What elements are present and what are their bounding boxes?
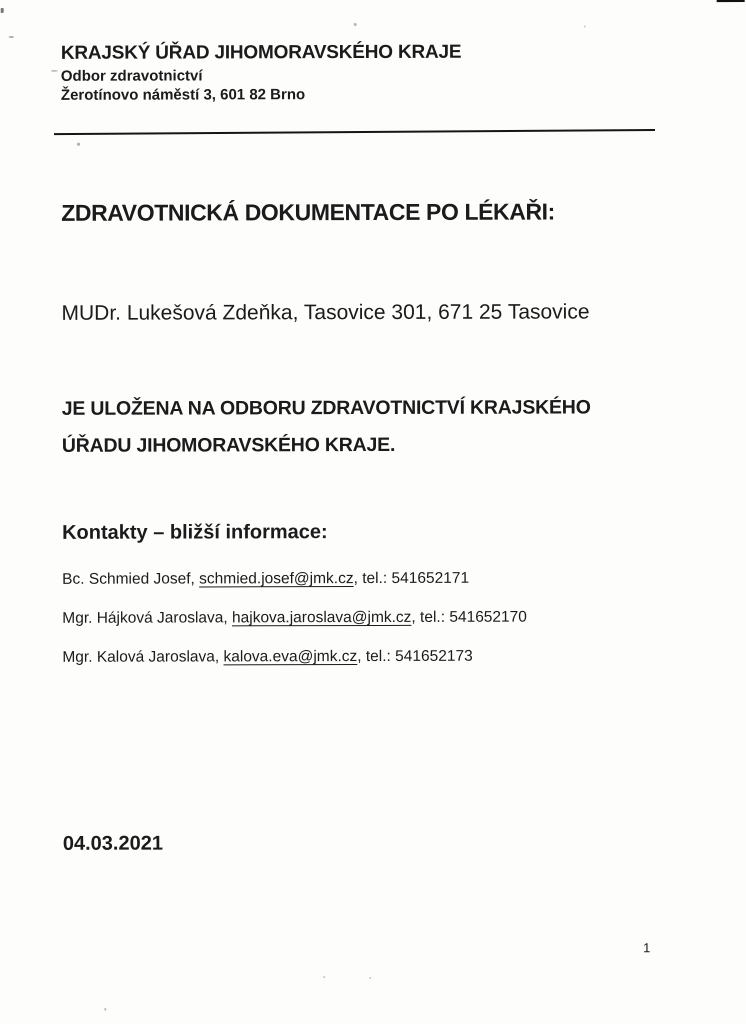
scan-speckle bbox=[104, 1008, 106, 1011]
horizontal-rule bbox=[54, 129, 655, 135]
scan-speckle bbox=[369, 977, 371, 979]
contact-name: Bc. Schmied Josef, bbox=[62, 570, 200, 588]
scan-speckle bbox=[323, 976, 325, 978]
letterhead-organization: KRAJSKÝ ÚŘAD JIHOMORAVSKÉHO KRAJE bbox=[60, 41, 462, 64]
letterhead-department: Odbor zdravotnictví bbox=[60, 67, 203, 85]
contact-phone: , tel.: 541652171 bbox=[353, 569, 470, 588]
contact-phone: , tel.: 541652170 bbox=[411, 608, 527, 626]
scan-speckle bbox=[9, 36, 14, 38]
scan-speckle bbox=[354, 23, 357, 26]
scan-speckle bbox=[77, 143, 80, 146]
contact-phone: , tel.: 541652173 bbox=[357, 647, 473, 666]
scan-speckle bbox=[51, 70, 58, 72]
contacts-heading: Kontakty – bližší informace: bbox=[62, 521, 328, 544]
contact-name: Mgr. Kalová Jaroslava, bbox=[62, 648, 224, 666]
scan-speckle bbox=[1, 8, 4, 13]
statement-paragraph bbox=[62, 389, 591, 464]
contact-name: Mgr. Hájková Jaroslava, bbox=[62, 609, 233, 627]
scan-corner-artifact bbox=[717, 0, 745, 2]
contact-email: kalova.eva@jmk.cz bbox=[223, 648, 358, 666]
contact-email: schmied.josef@jmk.cz bbox=[199, 570, 354, 588]
contact-row bbox=[62, 609, 527, 628]
letterhead-address: Žerotínovo náměstí 3, 601 82 Brno bbox=[60, 86, 306, 104]
document-date: 04.03.2021 bbox=[62, 832, 164, 855]
page-number: 1 bbox=[643, 940, 651, 956]
scan-speckle bbox=[584, 25, 586, 27]
contact-row bbox=[62, 570, 469, 589]
doctor-subject-line: MUDr. Lukešová Zdeňka, Tasovice 301, 671 25 Tasovice bbox=[61, 300, 590, 325]
statement-line-2: ÚŘADU JIHOMORAVSKÉHO KRAJE. bbox=[61, 433, 396, 457]
contact-row bbox=[62, 648, 472, 667]
statement-line-1: JE ULOŽENA NA ODBORU ZDRAVOTNICTVÍ KRAJSKÉHO bbox=[61, 396, 591, 420]
contact-email: hajkova.jaroslava@jmk.cz bbox=[231, 608, 412, 627]
document-title: ZDRAVOTNICKÁ DOKUMENTACE PO LÉKAŘI: bbox=[61, 198, 555, 226]
